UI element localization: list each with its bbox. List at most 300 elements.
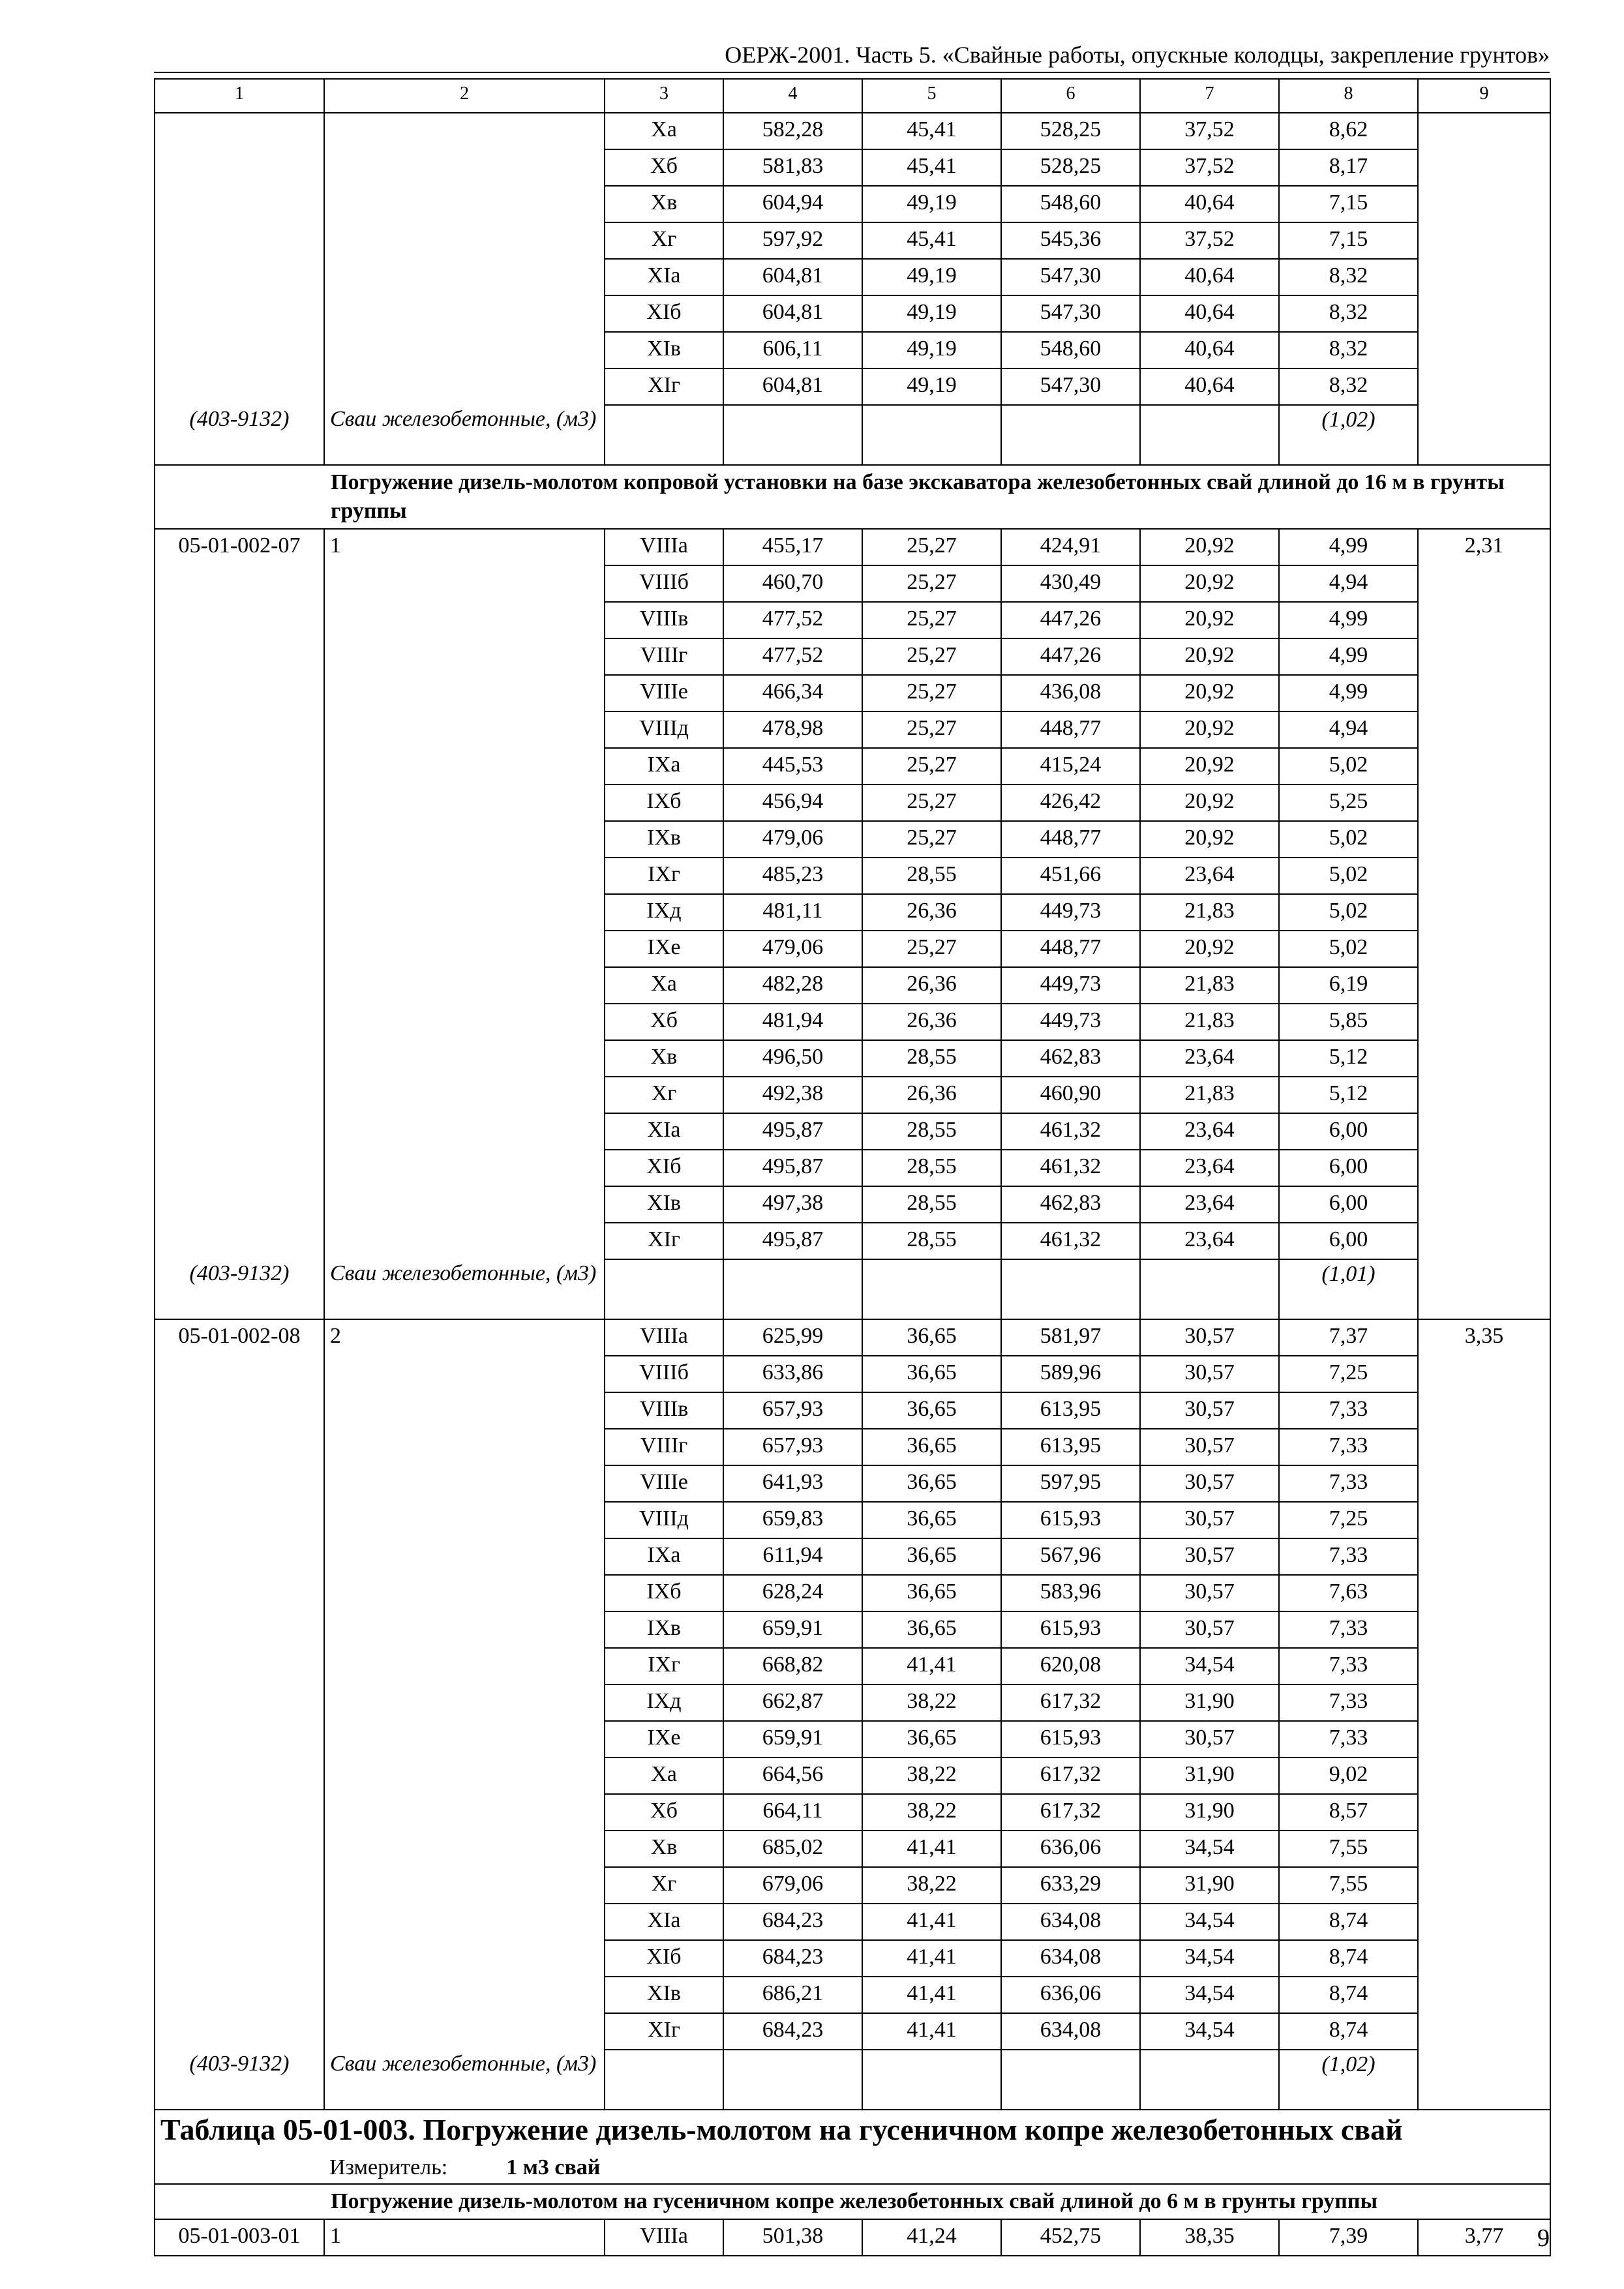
direct-cost: 668,82 bbox=[723, 1648, 862, 1684]
table-row bbox=[155, 1150, 1550, 1186]
labor-wages: 41,41 bbox=[862, 1904, 1001, 1940]
rate-code bbox=[155, 1611, 324, 1648]
column-number: 3 bbox=[605, 79, 723, 113]
machinist-hours bbox=[1418, 1977, 1550, 2013]
rate-variant bbox=[324, 2013, 605, 2050]
labor-hours: 5,12 bbox=[1279, 1077, 1418, 1113]
machine-cost: 613,95 bbox=[1001, 1429, 1140, 1465]
labor-wages: 28,55 bbox=[862, 1040, 1001, 1077]
machinist-wages: 37,52 bbox=[1140, 113, 1279, 149]
machinist-wages: 20,92 bbox=[1140, 711, 1279, 748]
direct-cost: 684,23 bbox=[723, 1904, 862, 1940]
rate-code: 05-01-003-01 bbox=[155, 2219, 324, 2256]
labor-wages: 36,65 bbox=[862, 1319, 1001, 1356]
rate-code bbox=[155, 711, 324, 748]
direct-cost: 482,28 bbox=[723, 967, 862, 1004]
rate-variant bbox=[324, 1465, 605, 1502]
machinist-hours bbox=[1418, 821, 1550, 858]
column-number: 2 bbox=[324, 79, 605, 113]
machinist-wages: 23,64 bbox=[1140, 858, 1279, 894]
rate-variant bbox=[324, 113, 605, 149]
rate-code bbox=[155, 1004, 324, 1040]
table-row bbox=[155, 1319, 1550, 1356]
machinist-wages: 40,64 bbox=[1140, 368, 1279, 405]
empty-cell bbox=[723, 1259, 862, 1319]
labor-hours: 8,32 bbox=[1279, 332, 1418, 368]
machinist-wages: 30,57 bbox=[1140, 1319, 1279, 1356]
rate-code bbox=[155, 1077, 324, 1113]
labor-hours: 7,33 bbox=[1279, 1611, 1418, 1648]
machinist-wages: 34,54 bbox=[1140, 1831, 1279, 1867]
machinist-wages: 23,64 bbox=[1140, 1223, 1279, 1259]
machinist-wages: 34,54 bbox=[1140, 1648, 1279, 1684]
empty-cell bbox=[1418, 1259, 1550, 1319]
machine-cost: 548,60 bbox=[1001, 186, 1140, 222]
machinist-wages: 37,52 bbox=[1140, 222, 1279, 259]
machinist-wages: 20,92 bbox=[1140, 602, 1279, 638]
labor-wages: 41,41 bbox=[862, 2013, 1001, 2050]
labor-wages: 26,36 bbox=[862, 894, 1001, 931]
machinist-hours bbox=[1418, 1186, 1550, 1223]
machinist-wages: 30,57 bbox=[1140, 1721, 1279, 1758]
machinist-hours bbox=[1418, 368, 1550, 405]
direct-cost: 492,38 bbox=[723, 1077, 862, 1113]
machine-cost: 589,96 bbox=[1001, 1356, 1140, 1392]
labor-wages: 49,19 bbox=[862, 368, 1001, 405]
direct-cost: 604,94 bbox=[723, 186, 862, 222]
rate-variant bbox=[324, 1684, 605, 1721]
direct-cost: 497,38 bbox=[723, 1186, 862, 1223]
table-row bbox=[155, 711, 1550, 748]
labor-wages: 41,41 bbox=[862, 1831, 1001, 1867]
labor-wages: 28,55 bbox=[862, 1223, 1001, 1259]
machine-cost: 581,97 bbox=[1001, 1319, 1140, 1356]
labor-wages: 36,65 bbox=[862, 1392, 1001, 1429]
table-row bbox=[155, 1223, 1550, 1259]
labor-wages: 41,41 bbox=[862, 1977, 1001, 2013]
rate-code bbox=[155, 1867, 324, 1904]
rate-variant bbox=[324, 1721, 605, 1758]
soil-group: Xг bbox=[605, 1077, 723, 1113]
rate-variant bbox=[324, 1150, 605, 1186]
direct-cost: 481,94 bbox=[723, 1004, 862, 1040]
rate-variant bbox=[324, 149, 605, 186]
machinist-wages: 30,57 bbox=[1140, 1502, 1279, 1538]
machinist-hours bbox=[1418, 1502, 1550, 1538]
machinist-wages: 31,90 bbox=[1140, 1867, 1279, 1904]
empty-cell bbox=[155, 2184, 324, 2219]
section-heading: Погружение дизель-молотом копровой установки на базе экскаватора железобетонных свай длиной до 16 м в грунты группы bbox=[324, 465, 1550, 529]
rate-code bbox=[155, 113, 324, 149]
rate-variant bbox=[324, 1429, 605, 1465]
machine-cost: 615,93 bbox=[1001, 1502, 1140, 1538]
rate-variant bbox=[324, 1356, 605, 1392]
machinist-wages: 21,83 bbox=[1140, 1077, 1279, 1113]
rate-variant bbox=[324, 1004, 605, 1040]
direct-cost: 659,83 bbox=[723, 1502, 862, 1538]
direct-cost: 485,23 bbox=[723, 858, 862, 894]
machine-cost: 426,42 bbox=[1001, 785, 1140, 821]
resource-norm: (1,01) bbox=[1279, 1259, 1418, 1319]
rate-variant bbox=[324, 1502, 605, 1538]
column-number: 9 bbox=[1418, 79, 1550, 113]
direct-cost: 479,06 bbox=[723, 931, 862, 967]
machinist-wages: 20,92 bbox=[1140, 748, 1279, 785]
empty-cell bbox=[155, 2153, 324, 2184]
labor-hours: 8,74 bbox=[1279, 1940, 1418, 1977]
labor-hours: 5,85 bbox=[1279, 1004, 1418, 1040]
machine-cost: 462,83 bbox=[1001, 1186, 1140, 1223]
labor-wages: 25,27 bbox=[862, 638, 1001, 675]
table-row bbox=[155, 1040, 1550, 1077]
labor-hours: 8,74 bbox=[1279, 1904, 1418, 1940]
soil-group: Xб bbox=[605, 149, 723, 186]
rate-code bbox=[155, 1758, 324, 1794]
labor-wages: 45,41 bbox=[862, 113, 1001, 149]
rate-variant bbox=[324, 602, 605, 638]
soil-group: VIIIд bbox=[605, 711, 723, 748]
rate-variant bbox=[324, 1648, 605, 1684]
rate-variant bbox=[324, 1223, 605, 1259]
rate-variant bbox=[324, 1186, 605, 1223]
direct-cost: 495,87 bbox=[723, 1223, 862, 1259]
machinist-wages: 34,54 bbox=[1140, 1904, 1279, 1940]
rate-code bbox=[155, 565, 324, 602]
machine-cost: 547,30 bbox=[1001, 295, 1140, 332]
machine-cost: 462,83 bbox=[1001, 1040, 1140, 1077]
machinist-wages: 40,64 bbox=[1140, 295, 1279, 332]
resource-code: (403-9132) bbox=[155, 405, 324, 465]
machine-cost: 447,26 bbox=[1001, 602, 1140, 638]
rate-code bbox=[155, 259, 324, 295]
soil-group: IXе bbox=[605, 931, 723, 967]
rate-variant bbox=[324, 1794, 605, 1831]
table-row bbox=[155, 967, 1550, 1004]
labor-hours: 8,17 bbox=[1279, 149, 1418, 186]
machinist-hours bbox=[1418, 295, 1550, 332]
table-row bbox=[155, 222, 1550, 259]
soil-group: Xг bbox=[605, 222, 723, 259]
table-row bbox=[155, 529, 1550, 565]
machine-cost: 547,30 bbox=[1001, 368, 1140, 405]
machinist-wages: 23,64 bbox=[1140, 1040, 1279, 1077]
labor-wages: 28,55 bbox=[862, 1113, 1001, 1150]
labor-wages: 36,65 bbox=[862, 1429, 1001, 1465]
labor-hours: 4,94 bbox=[1279, 711, 1418, 748]
labor-wages: 36,65 bbox=[862, 1721, 1001, 1758]
rate-variant bbox=[324, 295, 605, 332]
labor-wages: 41,41 bbox=[862, 1940, 1001, 1977]
machine-cost: 597,95 bbox=[1001, 1465, 1140, 1502]
rate-variant bbox=[324, 368, 605, 405]
machinist-hours bbox=[1418, 602, 1550, 638]
soil-group: XIб bbox=[605, 1940, 723, 1977]
rate-variant bbox=[324, 675, 605, 711]
labor-wages: 45,41 bbox=[862, 149, 1001, 186]
machinist-hours bbox=[1418, 1538, 1550, 1575]
labor-hours: 8,32 bbox=[1279, 295, 1418, 332]
soil-group: VIIIа bbox=[605, 2219, 723, 2256]
soil-group: XIа bbox=[605, 1113, 723, 1150]
labor-wages: 25,27 bbox=[862, 931, 1001, 967]
labor-hours: 7,15 bbox=[1279, 222, 1418, 259]
meter-label: Измеритель: bbox=[329, 2155, 448, 2179]
table-row bbox=[155, 565, 1550, 602]
soil-group: XIг bbox=[605, 1223, 723, 1259]
machinist-wages: 34,54 bbox=[1140, 1977, 1279, 2013]
machinist-hours: 2,31 bbox=[1418, 529, 1550, 565]
machinist-hours bbox=[1418, 675, 1550, 711]
machinist-hours bbox=[1418, 1648, 1550, 1684]
machine-cost: 633,29 bbox=[1001, 1867, 1140, 1904]
soil-group: Xа bbox=[605, 967, 723, 1004]
labor-wages: 36,65 bbox=[862, 1611, 1001, 1648]
empty-cell bbox=[1418, 405, 1550, 465]
resource-code: (403-9132) bbox=[155, 2050, 324, 2110]
labor-hours: 5,02 bbox=[1279, 894, 1418, 931]
labor-wages: 26,36 bbox=[862, 1004, 1001, 1040]
rate-variant bbox=[324, 1940, 605, 1977]
rate-code bbox=[155, 602, 324, 638]
machine-cost: 634,08 bbox=[1001, 1904, 1140, 1940]
soil-group: Xб bbox=[605, 1794, 723, 1831]
rate-variant bbox=[324, 1113, 605, 1150]
labor-hours: 7,15 bbox=[1279, 186, 1418, 222]
labor-hours: 8,74 bbox=[1279, 1977, 1418, 2013]
machinist-wages: 20,92 bbox=[1140, 785, 1279, 821]
machine-cost: 449,73 bbox=[1001, 1004, 1140, 1040]
table-row bbox=[155, 1794, 1550, 1831]
empty-cell bbox=[605, 2050, 723, 2110]
machinist-wages: 20,92 bbox=[1140, 638, 1279, 675]
empty-cell bbox=[1001, 2050, 1140, 2110]
labor-wages: 25,27 bbox=[862, 785, 1001, 821]
rate-variant bbox=[324, 259, 605, 295]
table-row bbox=[155, 113, 1550, 149]
labor-hours: 5,02 bbox=[1279, 931, 1418, 967]
machinist-wages: 21,83 bbox=[1140, 967, 1279, 1004]
labor-hours: 7,63 bbox=[1279, 1575, 1418, 1611]
table-row bbox=[155, 1538, 1550, 1575]
empty-cell bbox=[1140, 1259, 1279, 1319]
machine-cost: 548,60 bbox=[1001, 332, 1140, 368]
table-row bbox=[155, 1648, 1550, 1684]
soil-group: XIг bbox=[605, 368, 723, 405]
soil-group: VIIIа bbox=[605, 529, 723, 565]
machinist-wages: 31,90 bbox=[1140, 1758, 1279, 1794]
machine-cost: 634,08 bbox=[1001, 1940, 1140, 1977]
machinist-hours bbox=[1418, 748, 1550, 785]
soil-group: VIIIб bbox=[605, 1356, 723, 1392]
rate-code bbox=[155, 748, 324, 785]
machinist-wages: 30,57 bbox=[1140, 1429, 1279, 1465]
rate-code bbox=[155, 1538, 324, 1575]
empty-cell bbox=[605, 1259, 723, 1319]
rate-variant bbox=[324, 565, 605, 602]
labor-wages: 25,27 bbox=[862, 675, 1001, 711]
labor-hours: 7,25 bbox=[1279, 1502, 1418, 1538]
machine-cost: 449,73 bbox=[1001, 967, 1140, 1004]
machine-cost: 448,77 bbox=[1001, 711, 1140, 748]
rate-code bbox=[155, 149, 324, 186]
machinist-hours bbox=[1418, 1611, 1550, 1648]
rate-variant bbox=[324, 821, 605, 858]
soil-group: VIIIг bbox=[605, 638, 723, 675]
direct-cost: 611,94 bbox=[723, 1538, 862, 1575]
rate-code bbox=[155, 1977, 324, 2013]
machinist-wages: 40,64 bbox=[1140, 186, 1279, 222]
labor-wages: 25,27 bbox=[862, 748, 1001, 785]
labor-hours: 7,33 bbox=[1279, 1538, 1418, 1575]
rate-code bbox=[155, 858, 324, 894]
table-row bbox=[155, 1977, 1550, 2013]
rate-variant bbox=[324, 1077, 605, 1113]
empty-cell bbox=[862, 1259, 1001, 1319]
rate-variant bbox=[324, 785, 605, 821]
machinist-wages: 30,57 bbox=[1140, 1575, 1279, 1611]
resource-norm: (1,02) bbox=[1279, 2050, 1418, 2110]
rate-variant bbox=[324, 931, 605, 967]
labor-hours: 5,12 bbox=[1279, 1040, 1418, 1077]
labor-wages: 49,19 bbox=[862, 259, 1001, 295]
empty-cell bbox=[1140, 2050, 1279, 2110]
machinist-wages: 30,57 bbox=[1140, 1538, 1279, 1575]
machinist-wages: 38,35 bbox=[1140, 2219, 1279, 2256]
column-number-row bbox=[155, 79, 1550, 113]
machinist-wages: 30,57 bbox=[1140, 1392, 1279, 1429]
table-row bbox=[155, 1940, 1550, 1977]
rate-variant bbox=[324, 1611, 605, 1648]
labor-hours: 8,74 bbox=[1279, 2013, 1418, 2050]
direct-cost: 606,11 bbox=[723, 332, 862, 368]
machine-cost: 461,32 bbox=[1001, 1113, 1140, 1150]
direct-cost: 657,93 bbox=[723, 1429, 862, 1465]
rate-variant bbox=[324, 1977, 605, 2013]
rate-variant bbox=[324, 1040, 605, 1077]
empty-cell bbox=[1001, 1259, 1140, 1319]
labor-hours: 4,99 bbox=[1279, 529, 1418, 565]
machine-cost: 460,90 bbox=[1001, 1077, 1140, 1113]
table-row bbox=[155, 295, 1550, 332]
machinist-hours bbox=[1418, 1940, 1550, 1977]
labor-wages: 36,65 bbox=[862, 1538, 1001, 1575]
resource-name: Сваи железобетонные, (м3) bbox=[324, 2050, 605, 2110]
rate-code bbox=[155, 1684, 324, 1721]
machine-cost: 528,25 bbox=[1001, 113, 1140, 149]
meter-row bbox=[155, 2153, 1550, 2184]
machinist-wages: 31,90 bbox=[1140, 1794, 1279, 1831]
labor-wages: 49,19 bbox=[862, 295, 1001, 332]
rate-code bbox=[155, 1502, 324, 1538]
machine-cost: 448,77 bbox=[1001, 821, 1140, 858]
labor-hours: 7,33 bbox=[1279, 1684, 1418, 1721]
labor-hours: 7,33 bbox=[1279, 1721, 1418, 1758]
labor-hours: 8,32 bbox=[1279, 259, 1418, 295]
machine-cost: 613,95 bbox=[1001, 1392, 1140, 1429]
soil-group: IXг bbox=[605, 858, 723, 894]
table-row bbox=[155, 1465, 1550, 1502]
meter bbox=[324, 2153, 1550, 2184]
labor-wages: 36,65 bbox=[862, 1356, 1001, 1392]
direct-cost: 604,81 bbox=[723, 295, 862, 332]
direct-cost: 685,02 bbox=[723, 1831, 862, 1867]
machinist-wages: 20,92 bbox=[1140, 565, 1279, 602]
rate-code bbox=[155, 1113, 324, 1150]
machinist-wages: 20,92 bbox=[1140, 821, 1279, 858]
labor-wages: 25,27 bbox=[862, 565, 1001, 602]
labor-hours: 9,02 bbox=[1279, 1758, 1418, 1794]
page-number: 9 bbox=[1537, 2224, 1550, 2252]
rate-code: 05-01-002-08 bbox=[155, 1319, 324, 1356]
machinist-wages: 34,54 bbox=[1140, 1940, 1279, 1977]
table-row bbox=[155, 894, 1550, 931]
labor-hours: 5,02 bbox=[1279, 858, 1418, 894]
rates-table bbox=[154, 78, 1551, 2256]
table-row bbox=[155, 785, 1550, 821]
rate-code bbox=[155, 1831, 324, 1867]
labor-hours: 7,37 bbox=[1279, 1319, 1418, 1356]
machine-cost: 449,73 bbox=[1001, 894, 1140, 931]
rate-code bbox=[155, 785, 324, 821]
empty-cell bbox=[723, 405, 862, 465]
soil-group: VIIIв bbox=[605, 602, 723, 638]
rate-variant bbox=[324, 222, 605, 259]
labor-hours: 4,99 bbox=[1279, 602, 1418, 638]
machinist-hours bbox=[1418, 638, 1550, 675]
soil-group: VIIIа bbox=[605, 1319, 723, 1356]
machine-cost: 617,32 bbox=[1001, 1794, 1140, 1831]
machinist-wages: 34,54 bbox=[1140, 2013, 1279, 2050]
labor-hours: 7,39 bbox=[1279, 2219, 1418, 2256]
rate-variant bbox=[324, 894, 605, 931]
empty-cell bbox=[155, 465, 324, 529]
soil-group: XIа bbox=[605, 1904, 723, 1940]
direct-cost: 625,99 bbox=[723, 1319, 862, 1356]
empty-cell bbox=[862, 405, 1001, 465]
labor-wages: 28,55 bbox=[862, 858, 1001, 894]
direct-cost: 686,21 bbox=[723, 1977, 862, 2013]
table-row bbox=[155, 1721, 1550, 1758]
rate-code bbox=[155, 1648, 324, 1684]
column-number: 5 bbox=[862, 79, 1001, 113]
soil-group: Xв bbox=[605, 186, 723, 222]
labor-wages: 36,65 bbox=[862, 1502, 1001, 1538]
table-row bbox=[155, 858, 1550, 894]
table-row bbox=[155, 1758, 1550, 1794]
machinist-hours bbox=[1418, 332, 1550, 368]
rate-code bbox=[155, 894, 324, 931]
table-row bbox=[155, 1867, 1550, 1904]
soil-group: Xб bbox=[605, 1004, 723, 1040]
machine-cost: 567,96 bbox=[1001, 1538, 1140, 1575]
rate-code bbox=[155, 931, 324, 967]
running-header: ОЕРЖ-2001. Часть 5. «Свайные работы, опускные колодцы, закрепление грунтов» bbox=[725, 42, 1550, 68]
direct-cost: 496,50 bbox=[723, 1040, 862, 1077]
labor-hours: 4,99 bbox=[1279, 675, 1418, 711]
rate-code bbox=[155, 368, 324, 405]
rate-code bbox=[155, 186, 324, 222]
rate-code bbox=[155, 1392, 324, 1429]
machinist-hours bbox=[1418, 1684, 1550, 1721]
soil-group: IXг bbox=[605, 1648, 723, 1684]
labor-wages: 41,41 bbox=[862, 1648, 1001, 1684]
machinist-wages: 20,92 bbox=[1140, 529, 1279, 565]
machinist-hours bbox=[1418, 967, 1550, 1004]
rate-variant bbox=[324, 1575, 605, 1611]
machinist-hours bbox=[1418, 1904, 1550, 1940]
rate-variant bbox=[324, 967, 605, 1004]
rate-variant bbox=[324, 1392, 605, 1429]
